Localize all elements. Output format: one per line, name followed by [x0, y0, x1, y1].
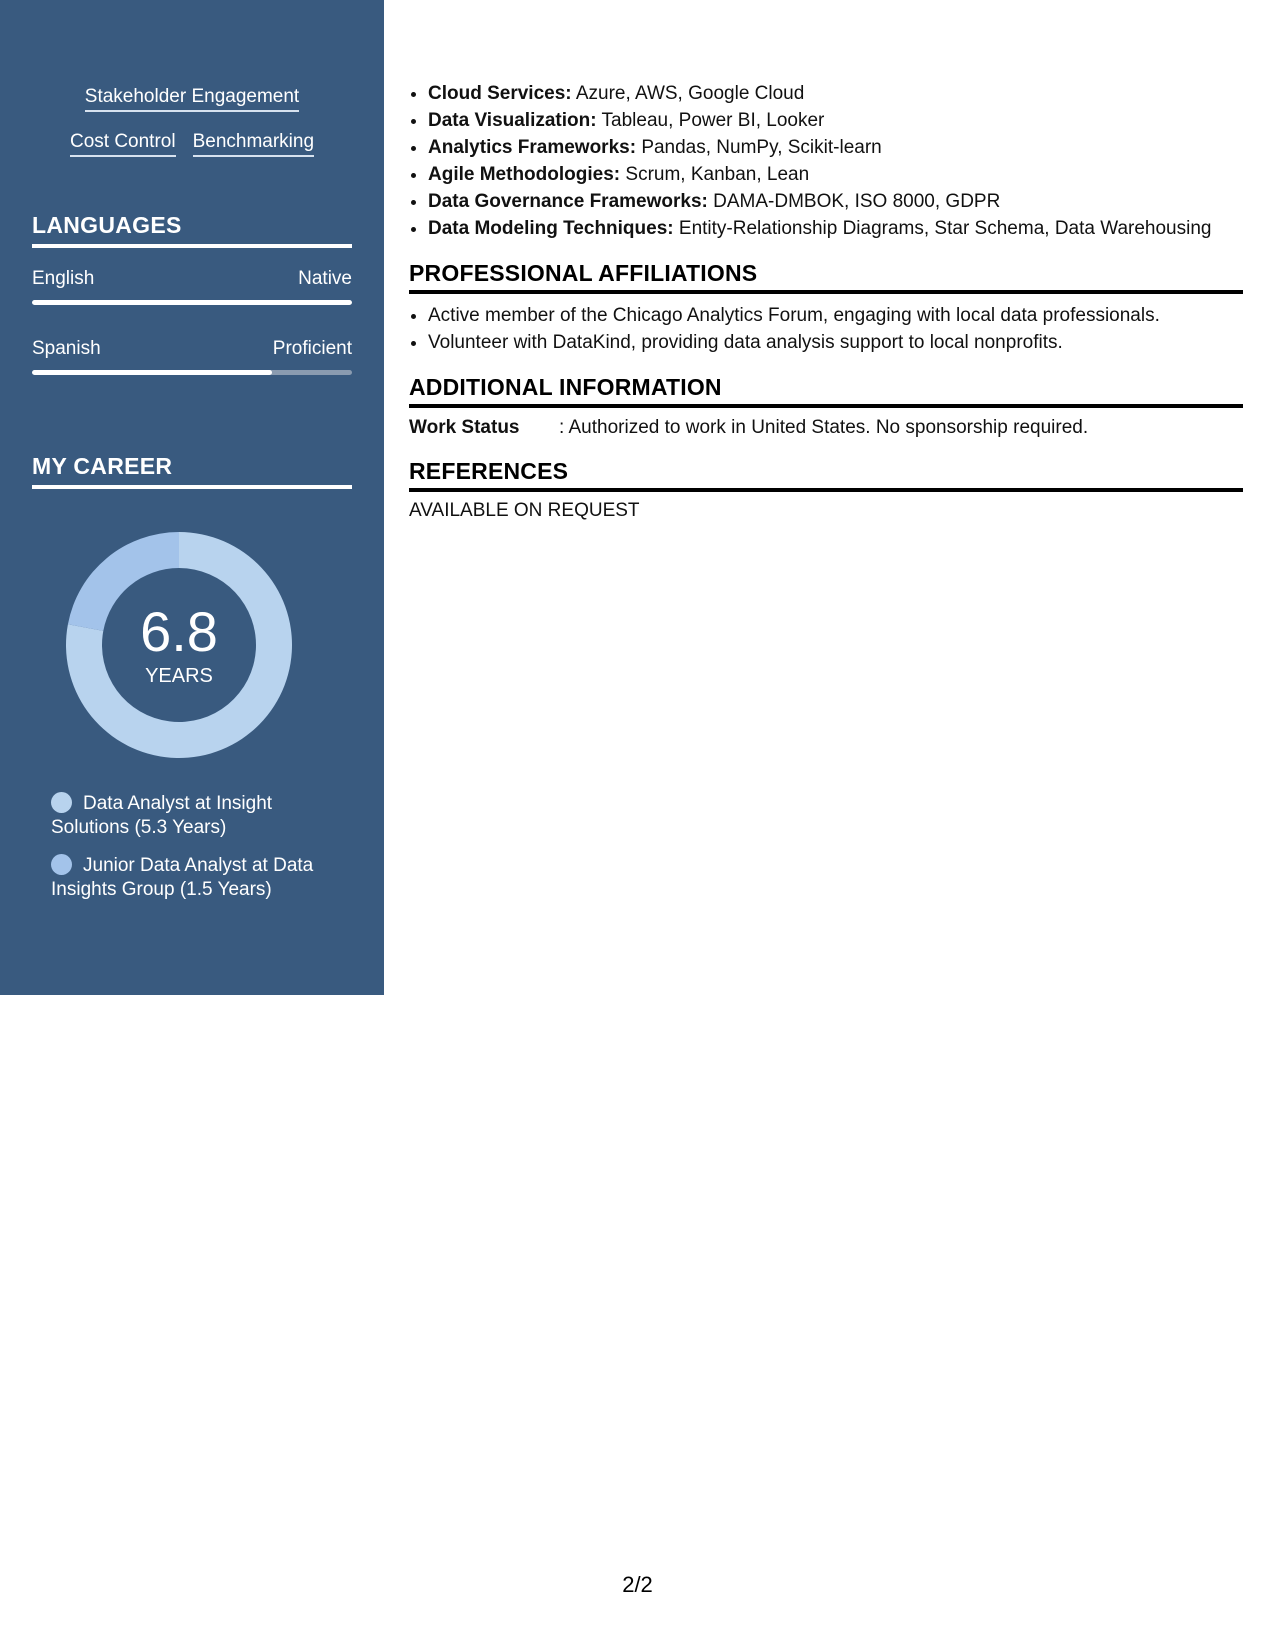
skill-label: Data Visualization: [428, 110, 597, 131]
language-row-spanish [32, 338, 352, 360]
skill-value: Entity-Relationship Diagrams, Star Schema, Data Warehousing [678, 218, 1212, 239]
career-donut-center [66, 532, 292, 758]
career-legend-label: Junior Data Analyst at Data Insights Group (1.5 Years) [51, 855, 314, 900]
language-bar-spanish [32, 370, 352, 375]
skill-item [428, 161, 1243, 188]
skill-label: Cloud Services: [428, 83, 572, 104]
skill-value: Scrum, Kanban, Lean [625, 164, 810, 185]
language-bar-fill [32, 370, 272, 375]
skill-item [428, 134, 1243, 161]
skill-label: Data Governance Frameworks: [428, 191, 708, 212]
career-legend [51, 792, 331, 916]
references-heading: REFERENCES [409, 458, 1243, 492]
skill-tag: Benchmarking [193, 131, 314, 157]
skill-item [428, 107, 1243, 134]
skill-tag: Cost Control [70, 131, 176, 157]
skill-label: Analytics Frameworks: [428, 137, 637, 158]
language-level: Proficient [272, 338, 352, 359]
skill-item [428, 188, 1243, 215]
language-row-english [32, 268, 352, 290]
languages-heading: LANGUAGES [32, 212, 352, 248]
language-bar-english [32, 300, 352, 305]
additional-info-heading: ADDITIONAL INFORMATION [409, 374, 1243, 408]
page-number: 2/2 [622, 1572, 653, 1597]
work-status-value: : Authorized to work in United States. No sponsorship required. [559, 417, 1089, 438]
career-legend-item [51, 854, 331, 902]
skill-tag-row [0, 131, 384, 157]
career-heading: MY CAREER [32, 453, 352, 489]
career-legend-item [51, 792, 331, 840]
career-years-unit: YEARS [145, 664, 213, 687]
skill-tag-row [0, 86, 384, 112]
main-content [409, 80, 1243, 522]
career-donut [66, 532, 292, 758]
skill-item [428, 215, 1243, 242]
skill-item [428, 80, 1243, 107]
skill-label: Agile Methodologies: [428, 164, 621, 185]
skill-value: DAMA-DMBOK, ISO 8000, GDPR [713, 191, 1001, 212]
legend-dot-icon [51, 854, 72, 875]
skill-label: Data Modeling Techniques: [428, 218, 674, 239]
career-total-years: 6.8 [140, 599, 218, 663]
skill-value: Pandas, NumPy, Scikit-learn [641, 137, 882, 158]
career-legend-label: Data Analyst at Insight Solutions (5.3 Years) [51, 793, 273, 838]
references-text: AVAILABLE ON REQUEST [409, 500, 640, 521]
affiliations-heading: PROFESSIONAL AFFILIATIONS [409, 260, 1243, 294]
language-name: English [32, 268, 95, 289]
language-level: Native [298, 268, 352, 289]
affiliation-item: • Active member of the Chicago Analytics Forum, engaging with local data professionals. [428, 302, 1243, 329]
legend-dot-icon [51, 792, 72, 813]
affiliation-item: • Volunteer with DataKind, providing data analysis support to local nonprofits. [428, 329, 1243, 356]
sidebar [0, 0, 384, 995]
skill-tags [0, 86, 384, 176]
skill-value: Tableau, Power BI, Looker [601, 110, 825, 131]
skill-tag: Stakeholder Engagement [85, 86, 299, 112]
language-bar-fill [32, 300, 352, 305]
skill-value: Azure, AWS, Google Cloud [575, 83, 805, 104]
skills-list [409, 80, 1243, 242]
language-name: Spanish [32, 338, 101, 359]
work-status-row [409, 416, 1243, 440]
affiliations-list [409, 302, 1243, 356]
work-status-label: Work Status [409, 417, 520, 438]
